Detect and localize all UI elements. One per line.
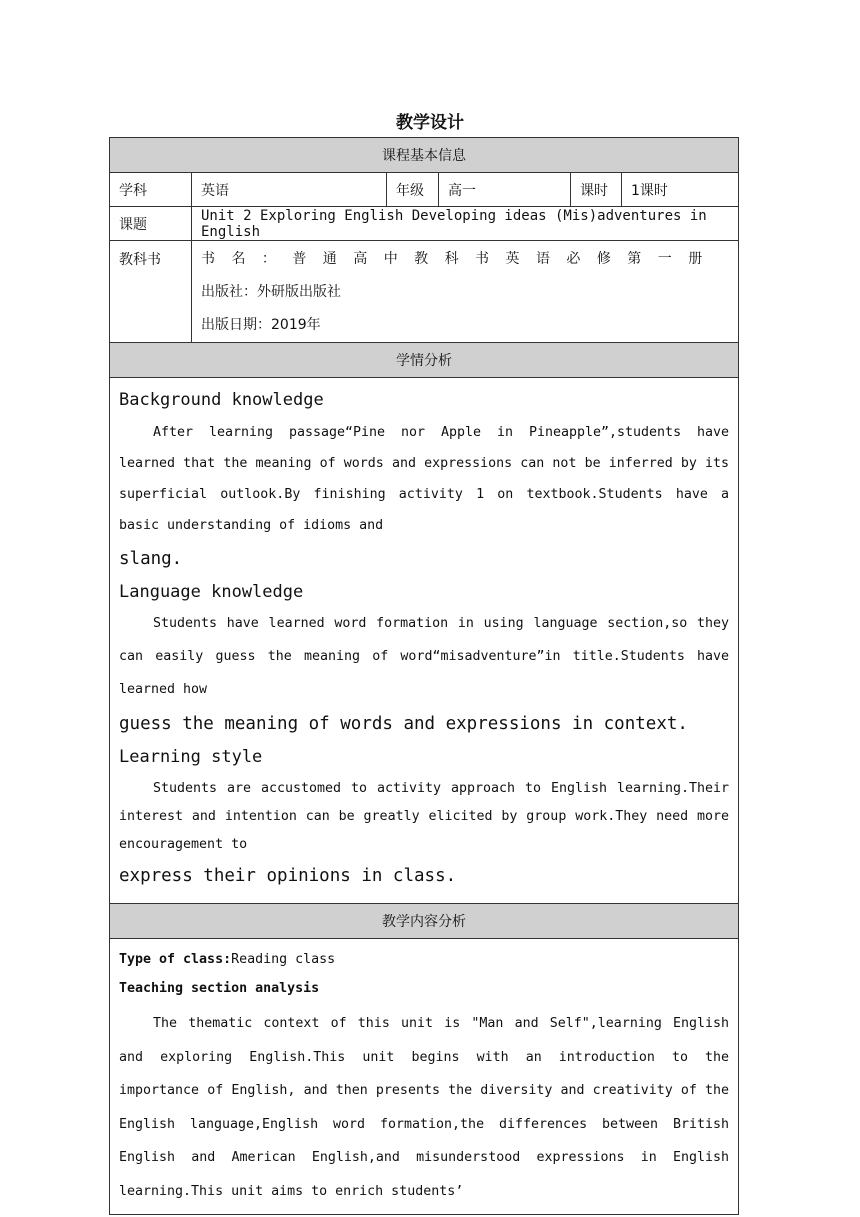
background-text-end: slang. xyxy=(119,549,183,569)
content-analysis-content xyxy=(110,939,739,1215)
background-heading: Background knowledge xyxy=(119,390,324,410)
textbook-name: 书 名 ： 普 通 高 中 教 科 书 英 语 必 修 第 一 册 xyxy=(201,251,709,267)
background-text: After learning passage“Pine nor Apple in Pineapple”,students have learned that the meaning of words and expressions can not be inferred by its superficial outlook.By finishing activity 1 on textbook.Students have a basic understanding of idioms and xyxy=(119,425,730,533)
period-value: 1课时 xyxy=(622,173,739,207)
textbook-publisher: 出版社：外研版出版社 xyxy=(201,284,341,300)
learner-analysis-header: 学情分析 xyxy=(110,343,739,378)
subject-row xyxy=(110,173,739,207)
textbook-label: 教科书 xyxy=(110,241,192,343)
textbook-row xyxy=(110,241,739,343)
topic-row xyxy=(110,207,739,241)
lesson-plan-table xyxy=(109,137,739,1215)
period-label: 课时 xyxy=(571,173,622,207)
grade-value: 高一 xyxy=(439,173,571,207)
page-title: 教学设计 xyxy=(396,113,464,133)
class-type-label: Type of class: xyxy=(119,952,232,967)
topic-label: 课题 xyxy=(110,207,192,241)
grade-label: 年级 xyxy=(387,173,439,207)
subject-value: 英语 xyxy=(192,173,387,207)
class-type-value: Reading class xyxy=(231,952,336,967)
basic-info-header-row xyxy=(110,138,739,173)
content-analysis-header-row xyxy=(110,904,739,939)
learner-analysis-row xyxy=(110,378,739,904)
topic-value: Unit 2 Exploring English Developing ideas (Mis)adventures in English xyxy=(192,207,739,241)
section-text: The thematic context of this unit is "Man and Self",learning English and exploring English.This unit begins with an introduction to the importance of English, and then presents the diversity and creativity of the English language,English word formation,the differences between British English and American English,and misunderstood expressions in English learning.This unit aims to enrich students’ xyxy=(119,1016,730,1199)
style-heading: Learning style xyxy=(119,747,263,767)
textbook-info xyxy=(192,241,739,343)
section-heading: Teaching section analysis xyxy=(119,981,320,996)
style-text: Students are accustomed to activity approach to English learning.Their interest and intention can be greatly elicited by group work.They need more encouragement to xyxy=(119,781,730,852)
textbook-date: 出版日期：2019年 xyxy=(201,317,321,333)
learner-analysis-content xyxy=(110,378,739,904)
content-analysis-header: 教学内容分析 xyxy=(110,904,739,939)
learner-analysis-header-row xyxy=(110,343,739,378)
language-text: Students have learned word formation in using language section,so they can easily guess the meaning of word“misadventure”in title.Students have learned how xyxy=(119,616,730,697)
language-heading: Language knowledge xyxy=(119,582,304,602)
subject-label: 学科 xyxy=(110,173,192,207)
basic-info-header: 课程基本信息 xyxy=(110,138,739,173)
class-type xyxy=(119,947,729,973)
language-text-end: guess the meaning of words and expressions in context. xyxy=(119,714,688,734)
style-text-end: express their opinions in class. xyxy=(119,866,457,886)
content-analysis-row xyxy=(110,939,739,1215)
